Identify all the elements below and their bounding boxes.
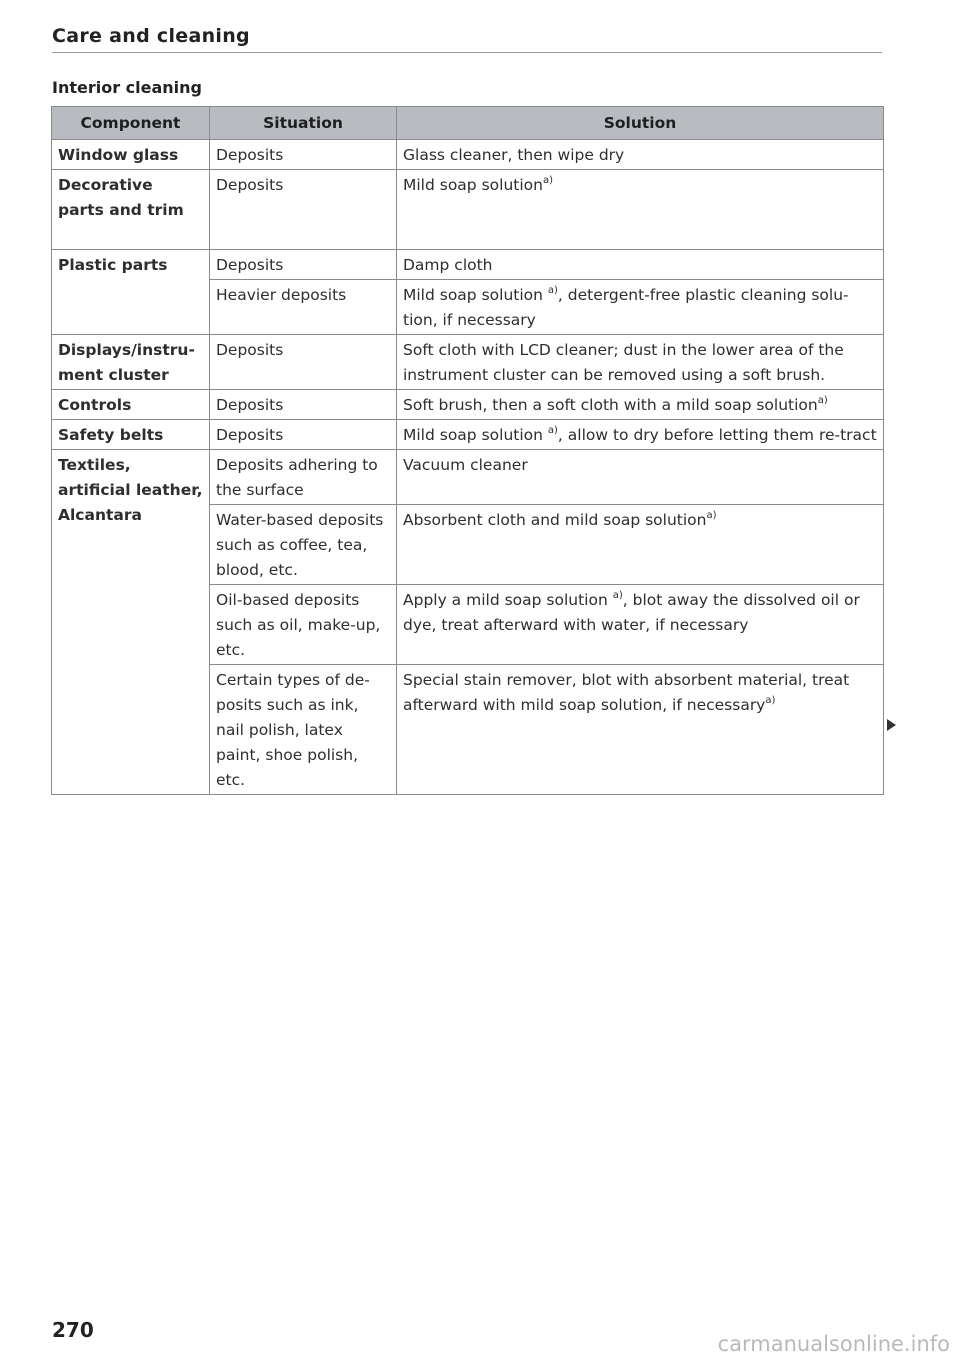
component-text: Decorative parts and trim <box>58 176 184 219</box>
solution-cell <box>397 505 884 585</box>
watermark: carmanualsonline.info <box>717 1332 950 1356</box>
solution-text: Special stain remover, blot with absorbent material, treat afterward with mild soap solution, if necessary <box>403 671 850 714</box>
situation-cell: Deposits adhering to the surface <box>210 450 397 505</box>
situation-cell: Deposits <box>210 170 397 250</box>
table-header-row <box>52 107 884 140</box>
solution-cell: Soft cloth with LCD cleaner; dust in the lower area of the instrument cluster can be removed using a soft brush. <box>397 335 884 390</box>
component-cell <box>52 170 210 250</box>
situation-cell: Certain types of de-posits such as ink, nail polish, latex paint, shoe polish, etc. <box>210 665 397 795</box>
component-text: Textiles, artificial leather, Alcantara <box>58 456 203 524</box>
footnote-marker: a) <box>547 285 558 296</box>
solution-cell <box>397 585 884 665</box>
table-row <box>52 450 884 505</box>
component-cell: Displays/instru-ment cluster <box>52 335 210 390</box>
solution-cell: Vacuum cleaner <box>397 450 884 505</box>
situation-cell: Deposits <box>210 335 397 390</box>
footnote-marker: a) <box>542 175 553 186</box>
footnote-marker: a) <box>706 510 717 521</box>
table-row <box>52 335 884 390</box>
component-cell: Window glass <box>52 140 210 170</box>
solution-cell: Glass cleaner, then wipe dry <box>397 140 884 170</box>
solution-cell <box>397 170 884 250</box>
table-row <box>52 140 884 170</box>
component-cell: Safety belts <box>52 420 210 450</box>
solution-text: Mild soap solution <box>403 426 548 444</box>
solution-text: Apply a mild soap solution <box>403 591 613 609</box>
component-cell <box>52 450 210 795</box>
solution-cell <box>397 390 884 420</box>
solution-cell <box>397 665 884 795</box>
solution-cell <box>397 280 884 335</box>
table-row <box>52 390 884 420</box>
column-header-component: Component <box>52 107 210 140</box>
continue-arrow-icon <box>887 719 896 731</box>
component-cell: Controls <box>52 390 210 420</box>
situation-cell: Deposits <box>210 250 397 280</box>
situation-cell: Deposits <box>210 390 397 420</box>
solution-text: Mild soap solution <box>403 176 543 194</box>
solution-text-continued: , blot away the dissolved oil or dye, treat afterward with water, if necessary <box>403 591 860 634</box>
solution-text: Absorbent cloth and mild soap solution <box>403 511 707 529</box>
situation-cell: Deposits <box>210 420 397 450</box>
page-header <box>52 22 882 53</box>
page-number: 270 <box>52 1318 94 1342</box>
footnote-marker: a) <box>612 590 623 601</box>
situation-cell: Deposits <box>210 140 397 170</box>
table-row <box>52 420 884 450</box>
solution-cell: Damp cloth <box>397 250 884 280</box>
component-cell: Plastic parts <box>52 250 210 335</box>
solution-text: Soft brush, then a soft cloth with a mild soap solution <box>403 396 818 414</box>
footnote-marker: a) <box>817 395 828 406</box>
cleaning-table <box>51 106 884 795</box>
table-row <box>52 250 884 280</box>
table-row <box>52 170 884 250</box>
footnote-marker: a) <box>765 695 776 706</box>
footnote-marker: a) <box>547 425 558 436</box>
situation-cell: Oil-based deposits such as oil, make-up, etc. <box>210 585 397 665</box>
solution-cell <box>397 420 884 450</box>
chapter-title: Care and cleaning <box>52 25 250 47</box>
situation-cell: Heavier deposits <box>210 280 397 335</box>
situation-cell: Water-based deposits such as coffee, tea, blood, etc. <box>210 505 397 585</box>
solution-text: Mild soap solution <box>403 286 548 304</box>
column-header-solution: Solution <box>397 107 884 140</box>
column-header-situation: Situation <box>210 107 397 140</box>
section-title: Interior cleaning <box>52 78 203 97</box>
solution-text-continued: , allow to dry before letting them re-tract <box>557 426 877 444</box>
solution-text-continued: , detergent-free plastic cleaning solu-tion, if necessary <box>403 286 849 329</box>
